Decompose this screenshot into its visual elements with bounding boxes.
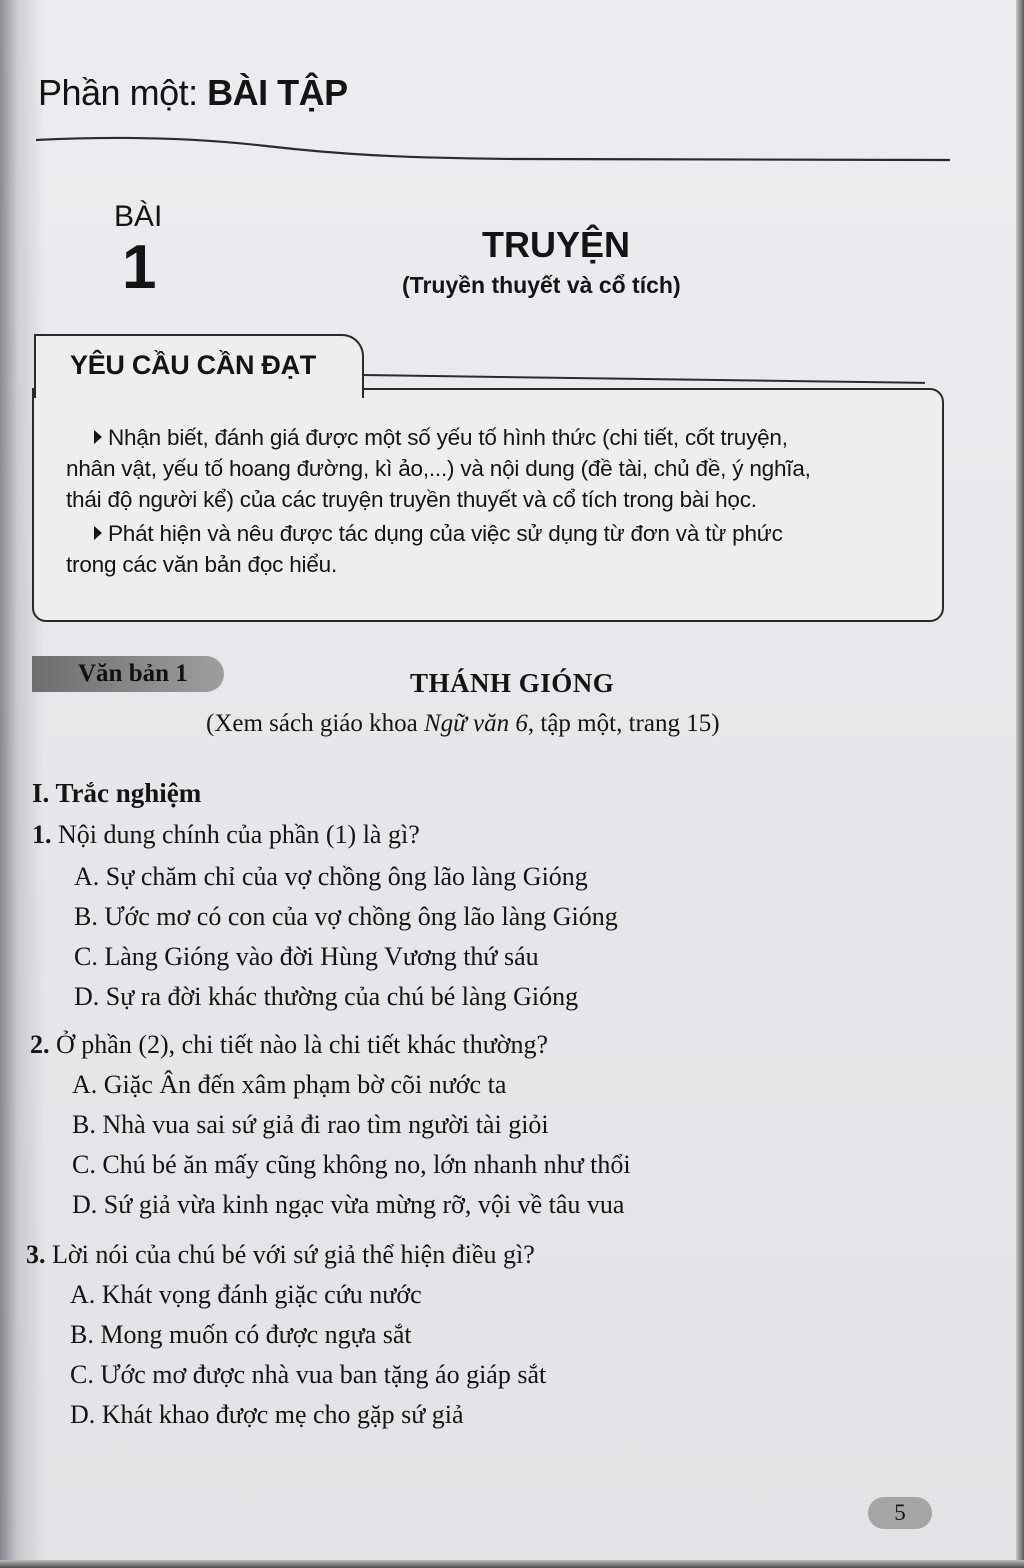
part-divider (36, 136, 950, 166)
requirements-box-top-line (360, 374, 925, 384)
question-3-option-a: A. Khát vọng đánh giặc cứu nước (70, 1280, 422, 1309)
triangle-right-icon (94, 430, 102, 444)
requirement-item-2 (66, 518, 926, 580)
question-3-option-d: D. Khát khao được mẹ cho gặp sứ giả (70, 1400, 464, 1429)
lesson-number: 1 (122, 233, 157, 302)
page-bottom-edge (0, 1560, 1024, 1568)
lesson-title: TRUYỆN (482, 224, 631, 265)
section-heading: I. Trắc nghiệm (32, 778, 202, 808)
question-3: 3. Lời nói của chú bé với sứ giả thể hiện điều gì? (26, 1240, 535, 1269)
question-3-option-b: B. Mong muốn có được ngựa sắt (70, 1320, 412, 1349)
question-2-option-b: B. Nhà vua sai sứ giả đi rao tìm người tài giỏi (72, 1110, 549, 1139)
requirement-line: thái độ người kể) của các truyện truyền thuyết và cổ tích trong bài học. (66, 487, 757, 512)
question-2: 2. Ở phần (2), chi tiết nào là chi tiết khác thường? (30, 1030, 549, 1059)
requirements-heading: YÊU CẦU CẦN ĐẠT (70, 350, 317, 380)
book-title: Ngữ văn 6 (423, 710, 528, 737)
text-reference: (Xem sách giáo khoa Ngữ văn 6, tập một, trang 15) (206, 710, 720, 737)
requirement-line: trong các văn bản đọc hiểu. (66, 552, 338, 577)
text-tag (32, 656, 224, 692)
question-1-option-d: D. Sự ra đời khác thường của chú bé làng Gióng (74, 982, 579, 1011)
question-1: 1. Nội dung chính của phần (1) là gì? (32, 820, 420, 849)
lesson-label: BÀI (114, 200, 163, 233)
question-1-option-a: A. Sự chăm chỉ của vợ chồng ông lão làng Gióng (74, 862, 588, 891)
page-right-edge (1016, 0, 1024, 1568)
requirement-item-1 (66, 422, 926, 515)
text-title: THÁNH GIÓNG (410, 668, 615, 698)
question-3-option-c: C. Ước mơ được nhà vua ban tặng áo giáp sắt (70, 1360, 547, 1389)
question-1-option-c: C. Làng Gióng vào đời Hùng Vương thứ sáu (74, 942, 539, 971)
text-tag-label: Văn bản 1 (78, 660, 188, 687)
question-2-option-c: C. Chú bé ăn mấy cũng không no, lớn nhanh như thổi (72, 1150, 631, 1179)
part-title (38, 72, 348, 114)
requirement-line: Nhận biết, đánh giá được một số yếu tố hình thức (chi tiết, cốt truyện, (66, 422, 926, 453)
question-2-option-a: A. Giặc Ân đến xâm phạm bờ cõi nước ta (72, 1070, 507, 1099)
question-2-option-d: D. Sứ giả vừa kinh ngạc vừa mừng rỡ, vội về tâu vua (72, 1190, 625, 1219)
requirement-line: Phát hiện và nêu được tác dụng của việc sử dụng từ đơn và từ phức (66, 518, 926, 549)
page-number-badge: 5 (868, 1497, 932, 1529)
requirements-tab (34, 334, 364, 398)
triangle-right-icon (94, 526, 102, 540)
part-name: BÀI TẬP (207, 72, 348, 113)
requirement-line: nhân vật, yếu tố hoang đường, kì ảo,...) và nội dung (đề tài, chủ đề, ý nghĩa, (66, 456, 811, 481)
question-1-option-b: B. Ước mơ có con của vợ chồng ông lão làng Gióng (74, 902, 618, 931)
part-prefix: Phần một: (38, 72, 208, 113)
lesson-subtitle: (Truyền thuyết và cổ tích) (402, 272, 681, 298)
